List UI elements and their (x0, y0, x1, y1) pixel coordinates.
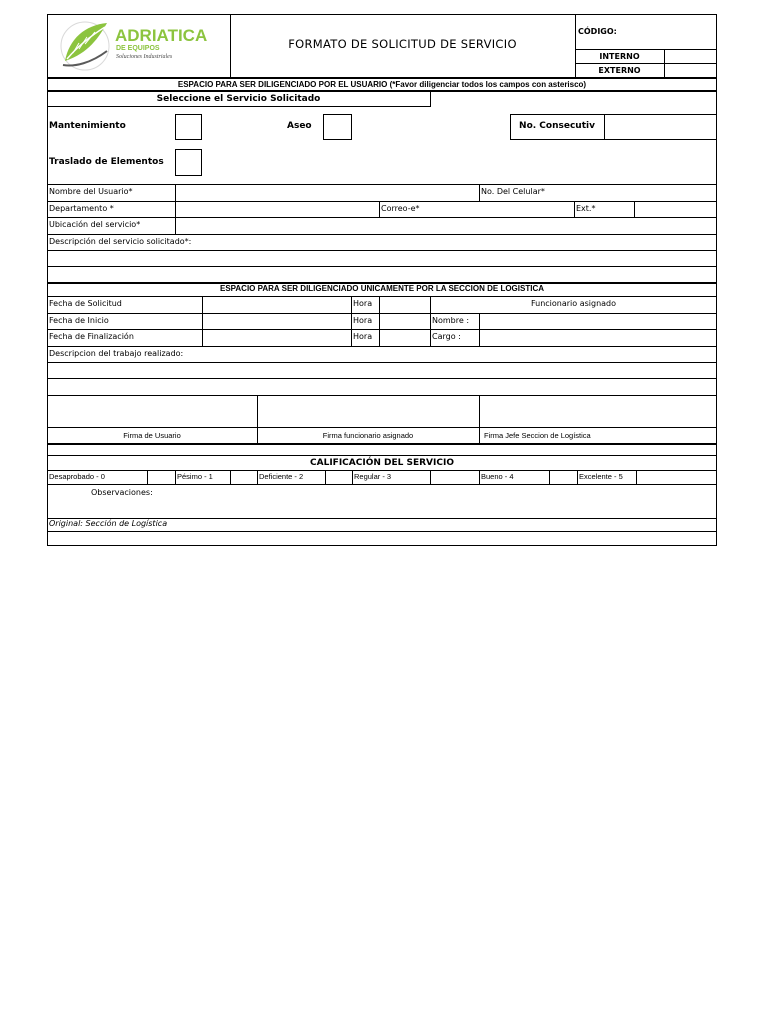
consecutivo-field[interactable] (605, 115, 716, 139)
rating-box-0[interactable] (148, 471, 175, 484)
codigo-label: CÓDIGO: (578, 27, 617, 36)
company-logo (55, 17, 227, 73)
firma-usuario-field[interactable] (48, 396, 256, 426)
funcionario-nombre-label: Nombre : (432, 316, 470, 325)
original-note: Original: Sección de Logística (49, 519, 168, 528)
logo-tagline: Soluciones Industriales (116, 54, 173, 60)
firma-funcionario-field[interactable] (258, 396, 478, 426)
rating-box-5[interactable] (637, 471, 716, 484)
rating-option-1: Pésimo - 1 (177, 472, 213, 481)
fecha-solicitud-label: Fecha de Solicitud (49, 299, 122, 308)
rating-option-3: Regular - 3 (354, 472, 392, 481)
firma-jefe-label: Firma Jefe Seccion de Logística (484, 431, 591, 440)
user-section-banner: ESPACIO PARA SER DILIGENCIADO POR EL USUARIO (*Favor diligenciar todos los campos con asterisco) (177, 80, 587, 89)
funcionario-nombre-field[interactable] (480, 314, 715, 329)
descripcion-label: Descripción del servicio solicitado*: (49, 237, 192, 246)
nombre-label: Nombre del Usuario* (49, 187, 133, 196)
trabajo-field[interactable] (48, 363, 716, 394)
ext-field[interactable] (635, 202, 715, 217)
fecha-solicitud-field[interactable] (203, 297, 350, 312)
hora-inicio-field[interactable] (380, 314, 429, 329)
hora-fin-field[interactable] (380, 330, 429, 345)
funcionario-cargo-label: Cargo : (432, 332, 461, 341)
rating-box-3[interactable] (431, 471, 479, 484)
fecha-inicio-label: Fecha de Inicio (49, 316, 109, 325)
celular-field[interactable] (557, 185, 715, 200)
logo-sub: DE EQUIPOS (116, 45, 160, 52)
externo-label: EXTERNO (598, 66, 641, 75)
fecha-inicio-field[interactable] (203, 314, 350, 329)
logistics-section-banner: ESPACIO PARA SER DILIGENCIADO UNICAMENTE POR LA SECCION DE LOGISTICA (219, 284, 545, 293)
service-request-form (47, 14, 717, 546)
aseo-label: Aseo (287, 121, 312, 131)
observaciones-field[interactable] (48, 485, 716, 518)
departamento-field[interactable] (176, 202, 378, 217)
rating-box-4[interactable] (550, 471, 577, 484)
correo-field[interactable] (427, 202, 573, 217)
hora-label-3: Hora (353, 332, 373, 341)
select-service-label: Seleccione el Servicio Solicitado (156, 94, 321, 104)
rating-option-0: Desaprobado - 0 (49, 472, 105, 481)
hora-label-2: Hora (353, 316, 373, 325)
funcionario-label: Funcionario asignado (530, 299, 617, 308)
firma-funcionario-label: Firma funcionario asignado (322, 431, 414, 440)
mantenimiento-checkbox[interactable] (175, 114, 202, 140)
hora-solicitud-field[interactable] (380, 297, 429, 312)
departamento-label: Departamento * (49, 204, 114, 213)
rating-title: CALIFICACIÓN DEL SERVICIO (310, 458, 454, 468)
celular-label: No. Del Celular* (481, 187, 545, 196)
logo-brand: ADRIATICA (115, 26, 208, 45)
traslado-checkbox[interactable] (175, 149, 202, 176)
fecha-fin-field[interactable] (203, 330, 350, 345)
ext-label: Ext.* (576, 204, 596, 213)
firma-jefe-field[interactable] (480, 396, 716, 426)
rating-box-2[interactable] (326, 471, 352, 484)
traslado-label: Traslado de Elementos (49, 157, 164, 167)
consecutivo-label: No. Consecutiv (519, 121, 595, 131)
rating-option-5: Excelente - 5 (579, 472, 623, 481)
rating-option-4: Bueno - 4 (481, 472, 514, 481)
descripcion-field[interactable] (48, 251, 716, 282)
aseo-checkbox[interactable] (323, 114, 352, 140)
mantenimiento-label: Mantenimiento (49, 121, 126, 131)
observaciones-label: Observaciones: (91, 488, 153, 497)
firma-usuario-label: Firma de Usuario (123, 431, 181, 440)
fecha-fin-label: Fecha de Finalización (49, 332, 134, 341)
form-title: FORMATO DE SOLICITUD DE SERVICIO (288, 37, 517, 51)
ubicacion-label: Ubicación del servicio* (49, 220, 141, 229)
rating-option-2: Deficiente - 2 (259, 472, 304, 481)
ubicacion-field[interactable] (176, 218, 715, 233)
hora-label-1: Hora (353, 299, 373, 308)
rating-box-1[interactable] (231, 471, 257, 484)
correo-label: Correo-e* (381, 204, 420, 213)
nombre-field[interactable] (176, 185, 478, 200)
interno-label: INTERNO (599, 52, 640, 61)
funcionario-cargo-field[interactable] (480, 330, 715, 345)
trabajo-label: Descripcion del trabajo realizado: (49, 349, 184, 358)
